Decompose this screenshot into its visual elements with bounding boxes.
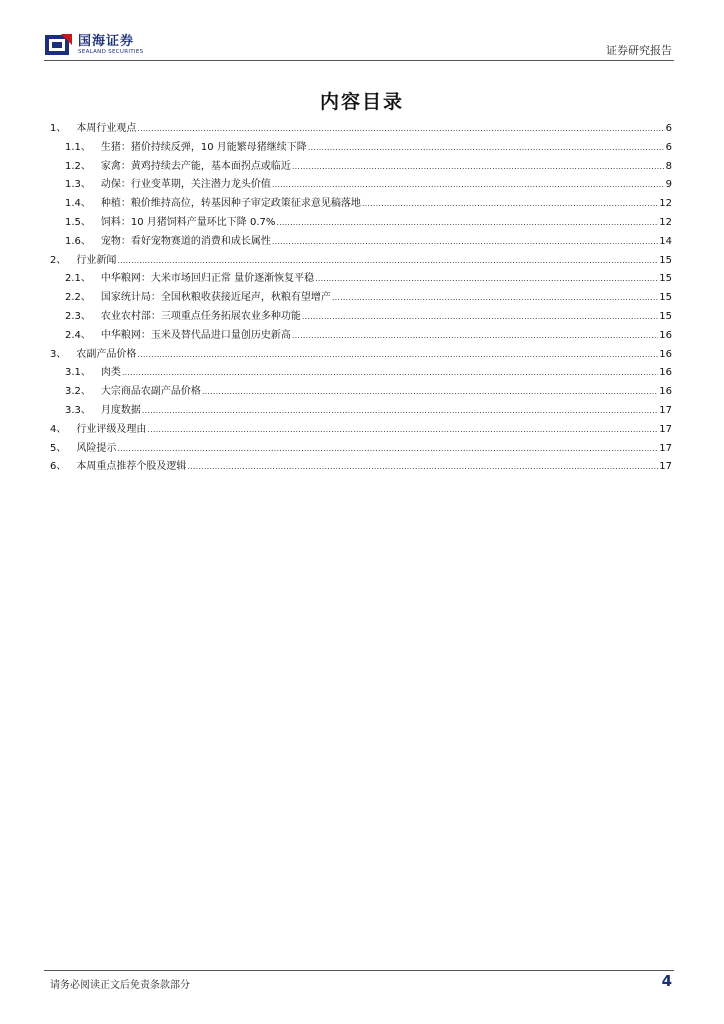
toc-entry-title: 宠物：看好宠物赛道的消费和成长属性: [100, 235, 271, 247]
toc-entry-number: 1.4、: [65, 198, 91, 210]
toc-entry-title: 饲料：10 月猪饲料产量环比下降 0.7%: [100, 216, 276, 228]
toc-entry[interactable]: [50, 139, 672, 158]
toc-entry-number: 3、: [50, 348, 67, 360]
toc-entry-title: 农副产品价格: [76, 348, 137, 360]
toc-entry-title: 国家统计局：全国秋粮收获接近尾声，秋粮有望增产: [100, 292, 331, 304]
toc-entry-page: 9: [665, 179, 672, 191]
toc-entry-number: 3.1、: [65, 367, 91, 379]
company-logo: [44, 32, 143, 58]
toc-entry-number: 1.3、: [65, 179, 91, 191]
toc-entry-page: 14: [659, 235, 672, 247]
toc-entry-title: 大宗商品农副产品价格: [100, 386, 201, 398]
toc-entry[interactable]: [50, 421, 672, 440]
toc-leader-dots: [332, 289, 658, 308]
toc-entry-title: 生猪：猪价持续反弹，10 月能繁母猪继续下降: [100, 141, 307, 153]
toc-entry-title: 家禽：黄鸡持续去产能，基本面拐点或临近: [100, 160, 291, 172]
header-divider: [44, 60, 674, 61]
toc-entry[interactable]: [50, 308, 672, 327]
toc-entry-title: 肉类: [100, 367, 121, 379]
toc-entry-page: 17: [659, 404, 672, 416]
toc-entry[interactable]: [50, 289, 672, 308]
toc-leader-dots: [292, 158, 665, 177]
toc-entry-title: 月度数据: [100, 404, 141, 416]
toc-entry-page: 12: [659, 198, 672, 210]
toc-entry[interactable]: [50, 214, 672, 233]
toc-title: 内容目录: [319, 91, 404, 113]
logo-name-en: SEALAND SECURITIES: [78, 48, 144, 55]
toc-entry[interactable]: [50, 346, 672, 365]
toc-entry-number: 1.6、: [65, 235, 91, 247]
toc-entry-title: 中华粮网：大米市场回归正常 量价逐渐恢复平稳: [100, 273, 315, 285]
toc-entry-number: 2.3、: [65, 310, 91, 322]
toc-entry-page: 16: [659, 348, 672, 360]
toc-entry-page: 17: [659, 442, 672, 454]
toc-entry-number: 2.1、: [65, 273, 91, 285]
toc-entry-page: 16: [659, 367, 672, 379]
page-number: 4: [661, 972, 672, 990]
toc-entry-number: 5、: [50, 442, 67, 454]
toc-entry-title: 风险提示: [76, 442, 117, 454]
toc-entry[interactable]: [50, 252, 672, 271]
toc-leader-dots: [362, 195, 658, 214]
toc-entry[interactable]: [50, 176, 672, 195]
toc-leader-dots: [202, 383, 658, 402]
toc-entry-title: 行业新闻: [76, 254, 117, 266]
toc-leader-dots: [187, 458, 658, 477]
toc-entry[interactable]: [50, 195, 672, 214]
toc-entry[interactable]: [50, 270, 672, 289]
toc-leader-dots: [315, 270, 658, 289]
toc-leader-dots: [142, 402, 658, 421]
toc-entry[interactable]: [50, 158, 672, 177]
toc-entry-page: 15: [659, 310, 672, 322]
toc-entry-number: 1.2、: [65, 160, 91, 172]
toc-entry-title: 行业评级及理由: [76, 423, 147, 435]
toc-entry-number: 1、: [50, 123, 67, 134]
toc-entry-page: 15: [659, 292, 672, 304]
toc-entry[interactable]: [50, 440, 672, 459]
toc-entry-page: 16: [659, 329, 672, 341]
sealand-logo-icon: [44, 32, 74, 58]
toc-entry[interactable]: [50, 383, 672, 402]
disclaimer-note: 请务必阅读正文后免责条款部分: [50, 980, 190, 991]
toc-entry-page: 17: [659, 423, 672, 435]
toc-entry-number: 2、: [50, 254, 67, 266]
toc-entry-title: 种植：粮价维持高位，转基因种子审定政策征求意见稿落地: [100, 198, 361, 210]
toc-entry-number: 3.3、: [65, 404, 91, 416]
page-header: [44, 28, 674, 60]
toc-entry-number: 1.1、: [65, 141, 91, 153]
toc-entry-page: 17: [659, 461, 672, 473]
toc-entry-page: 15: [659, 254, 672, 266]
toc-leader-dots: [292, 327, 658, 346]
toc-leader-dots: [137, 346, 658, 365]
toc-entry-number: 4、: [50, 423, 67, 435]
toc-entry-title: 动保：行业变革期，关注潜力龙头价值: [100, 179, 271, 191]
toc-leader-dots: [117, 440, 658, 459]
toc-entry[interactable]: [50, 327, 672, 346]
toc-leader-dots: [308, 139, 665, 158]
toc-entry-number: 2.2、: [65, 292, 91, 304]
toc-entry-title: 本周重点推荐个股及逻辑: [76, 461, 187, 473]
toc-leader-dots: [122, 364, 658, 383]
toc-leader-dots: [272, 233, 658, 252]
report-type-label: 证券研究报告: [606, 44, 672, 57]
toc-entry-title: 中华粮网：玉米及替代品进口量创历史新高: [100, 329, 291, 341]
toc-leader-dots: [117, 252, 658, 271]
toc-leader-dots: [272, 176, 665, 195]
toc-entry-number: 3.2、: [65, 386, 91, 398]
toc-entry-number: 1.5、: [65, 216, 91, 228]
toc-entry-number: 6、: [50, 461, 67, 473]
toc-entry-page: 16: [659, 386, 672, 398]
footer-divider: [44, 970, 674, 971]
toc-entry-title: 本周行业观点: [76, 123, 137, 134]
toc-entry-title: 农业农村部：三项重点任务拓展农业多种功能: [100, 310, 301, 322]
toc-entry-number: 2.4、: [65, 329, 91, 341]
toc-entry-page: 15: [659, 273, 672, 285]
toc-entry[interactable]: [50, 233, 672, 252]
toc-entry[interactable]: [50, 120, 672, 139]
toc-entry-page: 8: [665, 160, 672, 172]
logo-name-cn: 国海证券: [78, 33, 135, 49]
toc-leader-dots: [276, 214, 658, 233]
toc-entry-page: 12: [659, 216, 672, 228]
table-of-contents: [50, 120, 672, 477]
toc-entry[interactable]: [50, 402, 672, 421]
toc-entry-page: 6: [665, 123, 672, 134]
toc-entry[interactable]: [50, 458, 672, 477]
toc-leader-dots: [137, 120, 664, 139]
toc-entry[interactable]: [50, 364, 672, 383]
toc-leader-dots: [147, 421, 658, 440]
toc-leader-dots: [302, 308, 658, 327]
toc-entry-page: 6: [665, 141, 672, 153]
